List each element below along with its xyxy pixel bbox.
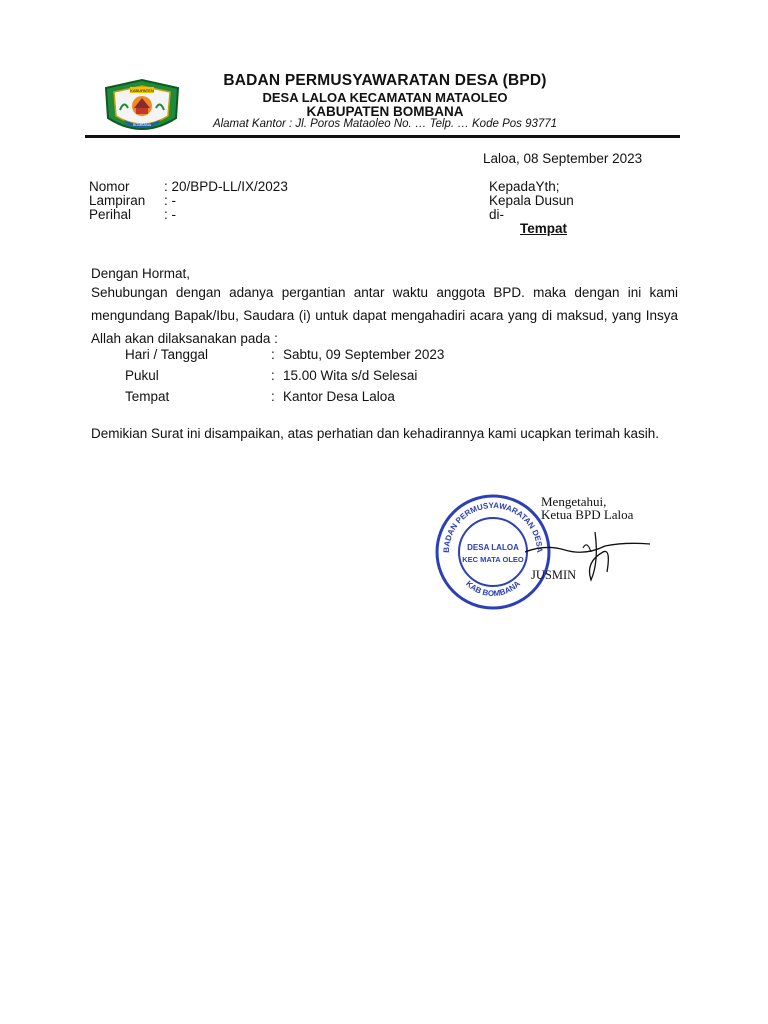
letterhead-address: Alamat Kantor : Jl. Poros Mataoleo No. … Telp. … Kode Pos 93771 [212, 118, 558, 130]
stamp-center-1: DESA LALOA [467, 543, 519, 552]
logo-top-text: KABUPATEN [130, 88, 154, 93]
meta-value: : - [164, 207, 176, 222]
recipient-place: Tempat [520, 221, 568, 236]
stamp-ring-top: BADAN PERMUSYAWARATAN DESA [441, 500, 545, 553]
stamp-ring-bottom: KAB BOMBANA [464, 579, 522, 599]
closing-paragraph: Demikian Surat ini disampaikan, atas perhatian dan kehadirannya kami ucapkan terimah kasih. [91, 426, 660, 441]
stamp-center-2: KEC MATA OLEO [462, 555, 524, 564]
letterhead-divider [85, 135, 680, 138]
recipient-line-3: di- [489, 207, 505, 222]
detail-value: Sabtu, 09 September 2023 [283, 347, 445, 362]
signature-line-1: Mengetahui, [541, 494, 607, 509]
meta-label: Nomor [89, 179, 130, 194]
detail-colon: : [271, 368, 275, 383]
recipient-line-1: KepadaYth; [489, 179, 560, 194]
detail-value: Kantor Desa Laloa [283, 389, 395, 404]
letterhead-org: BADAN PERMUSYAWARATAN DESA (BPD) [223, 72, 547, 89]
meta-value: : 20/BPD-LL/IX/2023 [164, 179, 288, 194]
meta-value: : - [164, 193, 176, 208]
detail-colon: : [271, 389, 275, 404]
letter-date: Laloa, 08 September 2023 [483, 151, 643, 166]
meta-label: Lampiran [89, 193, 146, 208]
body-paragraph: Sehubungan dengan adanya pergantian antar waktu anggota BPD. maka dengan ini kami mengundang Bapak/Ibu, Saudara (i) untuk dapat mengahadiri acara yang di maksud, yang Insya Allah akan dilaksanakan pada : [91, 285, 678, 346]
bombana-logo [100, 78, 184, 136]
meta-label: Perihal [89, 207, 132, 222]
detail-value: 15.00 Wita s/d Selesai [283, 368, 418, 383]
detail-label: Tempat [125, 389, 170, 404]
detail-label: Hari / Tanggal [125, 347, 209, 362]
signature-name: JUSMIN [531, 568, 577, 582]
logo-bottom-text: BOMBANA [133, 123, 151, 127]
signature-line-2: Ketua BPD Laloa [541, 507, 634, 522]
recipient-line-2: Kepala Dusun [489, 193, 574, 208]
greeting: Dengan Hormat, [91, 266, 191, 281]
letterhead-regency: KABUPATEN BOMBANA [306, 104, 464, 119]
letterhead-village: DESA LALOA KECAMATAN MATAOLEO [262, 90, 508, 105]
detail-label: Pukul [125, 368, 159, 383]
detail-colon: : [271, 347, 275, 362]
